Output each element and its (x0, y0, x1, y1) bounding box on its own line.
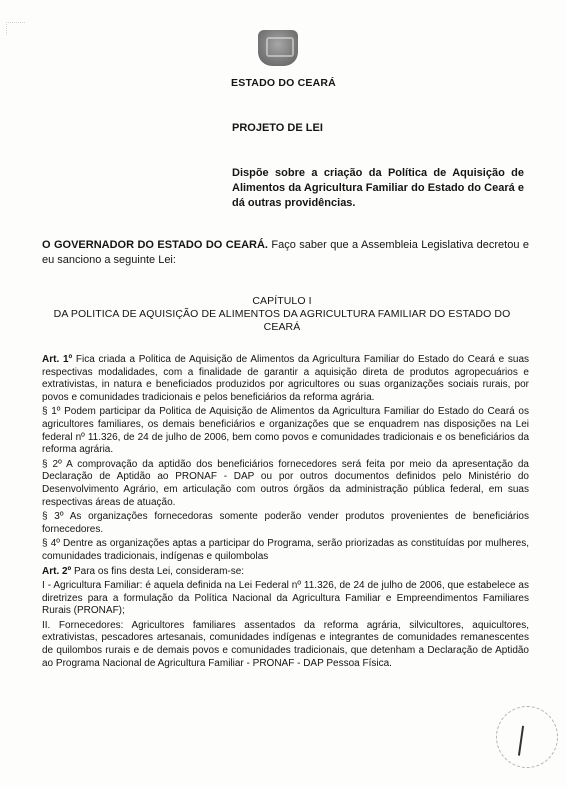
state-coat-of-arms-icon (258, 30, 298, 66)
item-i: I - Agricultura Familiar: é aquela definida na Lei Federal nº 11.326, de 24 de julho de 2006, que estabelece as diretrizes para a formulação da Política Nacional da Agricultura Familiar e Empreendimentos Familiares Rurais (PRONAF); (42, 580, 529, 617)
ementa: Dispõe sobre a criação da Política de Aquisição de Alimentos da Agricultura Familiar do Estado do Ceará e dá outras providências. (232, 167, 524, 209)
preamble-title: O GOVERNADOR DO ESTADO DO CEARÁ. (42, 239, 268, 251)
chapter-title: DA POLITICA DE AQUISIÇÃO DE ALIMENTOS DA AGRICULTURA FAMILIAR DO ESTADO DO CEARÁ (53, 308, 511, 333)
chapter-heading (52, 295, 512, 334)
article-1: Art. 1º Fica criada a Politica de Aquisição de Alimentos da Agricultura Familiar do Estado do Ceará e suas respectivas modalidades, com a finalidade de garantir a aquisição direta de produtos agropecuários e extrativistas, in natura e beneficiados produzidos por agricultores ou suas organizações sociais rurais, por povos e comunidades tradicionais e pelos beneficiários da reforma agrária. (42, 354, 530, 403)
paragraph-1: § 1º Podem participar da Politica de Aquisição de Alimentos da Agricultura Familiar do Estado do Ceará os agricultores familiares, os demais beneficiários e organizações que se enquadrem nas disposições na Lei federal nº 11.326, de 24 de julho de 2006, bem como povos e comunidades tradicionais e os beneficiários da reforma agrária. (42, 406, 529, 456)
preamble (42, 238, 529, 268)
paragraph-2: § 2º A comprovação da aptidão dos beneficiários fornecedores será feita por meio da apresentação da Declaração de Aptidão ao PRONAF - DAP ou por outros documentos definidos pelo Ministério do Desenvolvimento Agrário, em articulação com outros órgãos da administração pública federal, em suas respectivas áreas de atuação. (42, 458, 529, 508)
preamble-text: Faço saber que a Assembleia Legislativa decretou e eu sanciono a seguinte Lei: (42, 239, 530, 266)
document-type: PROJETO DE LEI (232, 122, 323, 134)
article-label: Art. 1º (42, 354, 73, 365)
article-2: Art. 2º Para os fins desta Lei, consideram-se: (42, 565, 245, 577)
item-ii: II. Fornecedores: Agricultores familiares assentados da reforma agrária, silvicultores, aquicultores, extrativistas, pescadores artesanais, comunidades indígenas e integrantes de comunidades remanescentes de quilombos rurais e de demais povos e comunidades tradicionais, que detenham a Declaração de Aptidão ao Programa Nacional de Agricultura Familiar - PRONAF - DAP Pessoa Física. (42, 619, 529, 669)
state-name: ESTADO DO CEARÁ (231, 77, 336, 89)
paragraph-3: § 3º As organizações fornecedoras somente poderão vender produtos provenientes de beneficiários fornecedores. (42, 511, 529, 535)
protocol-stamp (496, 706, 558, 768)
article-label: Art. 2º (42, 565, 72, 577)
chapter-number: CAPÍTULO I (252, 295, 312, 307)
paragraph-4: § 4º Dentre as organizações aptas a participar do Programa, serão priorizadas as constituídas por mulheres, comunidades tradicionais, indígenas e quilombolas (42, 538, 529, 562)
scan-mark (6, 22, 25, 35)
articles (42, 354, 529, 672)
